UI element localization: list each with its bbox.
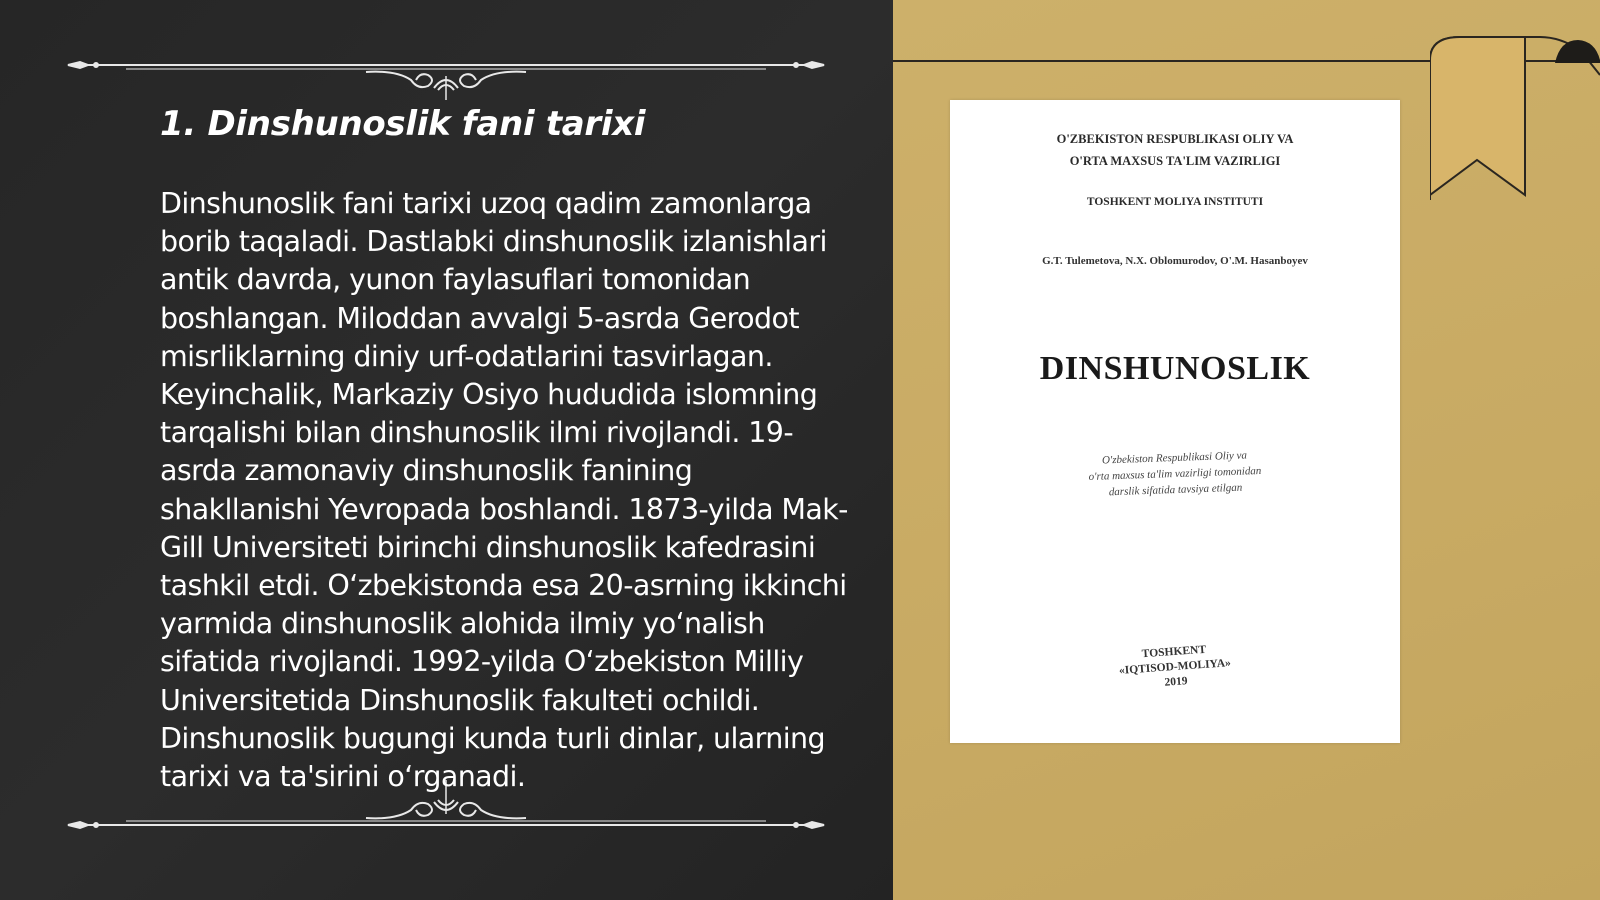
book-approval-note: O'zbekiston Respublikasi Oliy va o'rta maxsus ta'lim vazirligi tomonidan darslik sifatida tavsiya etilgan [1088, 449, 1262, 499]
book-title: DINSHUNOSLIK [1039, 350, 1311, 387]
book-cover-image [950, 100, 1400, 743]
book-publisher: TOSHKENT «IQTISOD-MOLIYA» 2019 [1118, 643, 1232, 689]
book-authors: G.T. Tulemetova, N.X. Oblomurodov, O'.M. Hasanboyev [1042, 255, 1308, 267]
slide-title: 1. Dinshunoslik fani tarixi [160, 104, 646, 144]
bookmark-ribbon-icon [1430, 35, 1600, 205]
slide-body-text: Dinshunoslik fani tarixi uzoq qadim zamonlarga borib taqaladi. Dastlabki dinshunoslik izlanishlari antik davrda, yunon faylasuflari tomonidan boshlangan. Miloddan avvalgi 5-asrda Gerodot misrliklarning diniy urf-odatlarini tasvirlagan. Keyinchalik, Markaziy Osiyo hududida islomning tarqalishi bilan dinshunoslik ilmi rivojlandi. 19-asrda zamonaviy dinshunoslik fanining shakllanishi Yevropada boshlandi. 1873-yilda Mak-Gill Universiteti birinchi dinshunoslik kafedrasini tashkil etdi. O‘zbekistonda esa 20-asrning ikkinchi yarmida dinshunoslik alohida ilmiy yo‘nalish sifatida rivojlandi. 1992-yilda O‘zbekiston Milliy Universitetida Dinshunoslik fakulteti ochildi. Dinshunoslik bugungi kunda turli dinlar, ularning tarixi va ta'sirini o‘rganadi. [160, 187, 848, 794]
ornament-divider-top-icon [66, 50, 826, 100]
book-institute: TOSHKENT MOLIYA INSTITUTI [1086, 196, 1264, 208]
book-ministry: O'ZBEKISTON RESPUBLIKASI OLIY VA O'RTA MAXSUS TA'LIM VAZIRLIGI [1056, 132, 1294, 168]
